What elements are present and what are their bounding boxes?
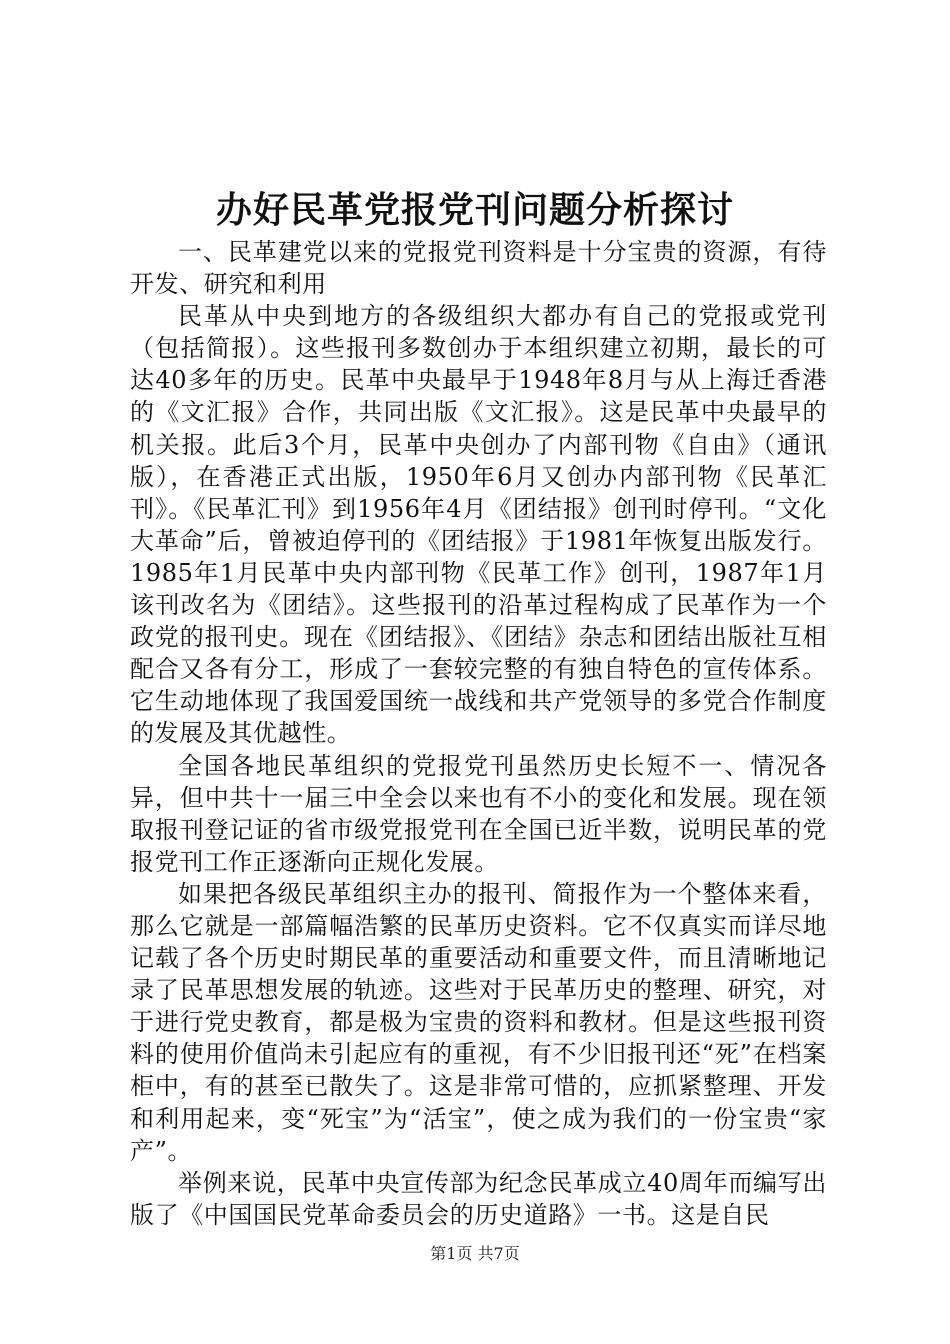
document-body xyxy=(130,236,827,1231)
paragraph: 民革从中央到地方的各级组织大都办有自己的党报或党刊（包括简报）。这些报刊多数创办于本组织建立初期，最长的可达40多年的历史。民革中央最早于1948年8月与从上海迁香港的《文汇报》合作，共同出版《文汇报》。这是民革中央最早的机关报。此后3个月，民革中央创办了内部刊物《自由》（通讯版），在香港正式出版，1950年6月又创办内部刊物《民革汇刊》。《民革汇刊》到1956年4月《团结报》创刊时停刊。“文化大革命”后，曾被迫停刊的《团结报》于1981年恢复出版发行。1985年1月民革中央内部刊物《民革工作》创刊，1987年1月该刊改名为《团结》。这些报刊的沿革过程构成了民革作为一个政党的报刊史。现在《团结报》、《团结》杂志和团结出版社互相配合又各有分工，形成了一套较完整的有独自特色的宣传体系。它生动地体现了我国爱国统一战线和共产党领导的多党合作制度的发展及其优越性。 xyxy=(130,302,827,748)
paragraph: 全国各地民革组织的党报党刊虽然历史长短不一、情况各异，但中共十一届三中全会以来也有不小的变化和发展。现在领取报刊登记证的省市级党报党刊在全国已近半数，说明民革的党报党刊工作正逐渐向正规化发展。 xyxy=(130,751,827,876)
paragraph: 如果把各级民革组织主办的报刊、简报作为一个整体来看，那么它就是一部篇幅浩繁的民革历史资料。它不仅真实而详尽地记载了各个历史时期民革的重要活动和重要文件，而且清晰地记录了民革思想发展的轨迹。这些对于民革历史的整理、研究，对于进行党史教育，都是极为宝贵的资料和教材。但是这些报刊资料的使用价值尚未引起应有的重视，有不少旧报刊还“死”在档案柜中，有的甚至已散失了。这是非常可惜的，应抓紧整理、开发和利用起来，变“死宝”为“活宝”，使之成为我们的一份宝贵“家产”。 xyxy=(130,879,827,1165)
page-number-footer: 第1页 共7页 xyxy=(430,1244,520,1263)
paragraph-section-heading: 一、民革建党以来的党报党刊资料是十分宝贵的资源，有待开发、研究和利用 xyxy=(130,238,827,299)
paragraph: 举例来说，民革中央宣传部为纪念民革成立40周年而编写出版了《中国国民党革命委员会的历史道路》一书。这是自民 xyxy=(130,1168,827,1229)
document-title: 办好民革党报党刊问题分析探讨 xyxy=(215,189,734,231)
